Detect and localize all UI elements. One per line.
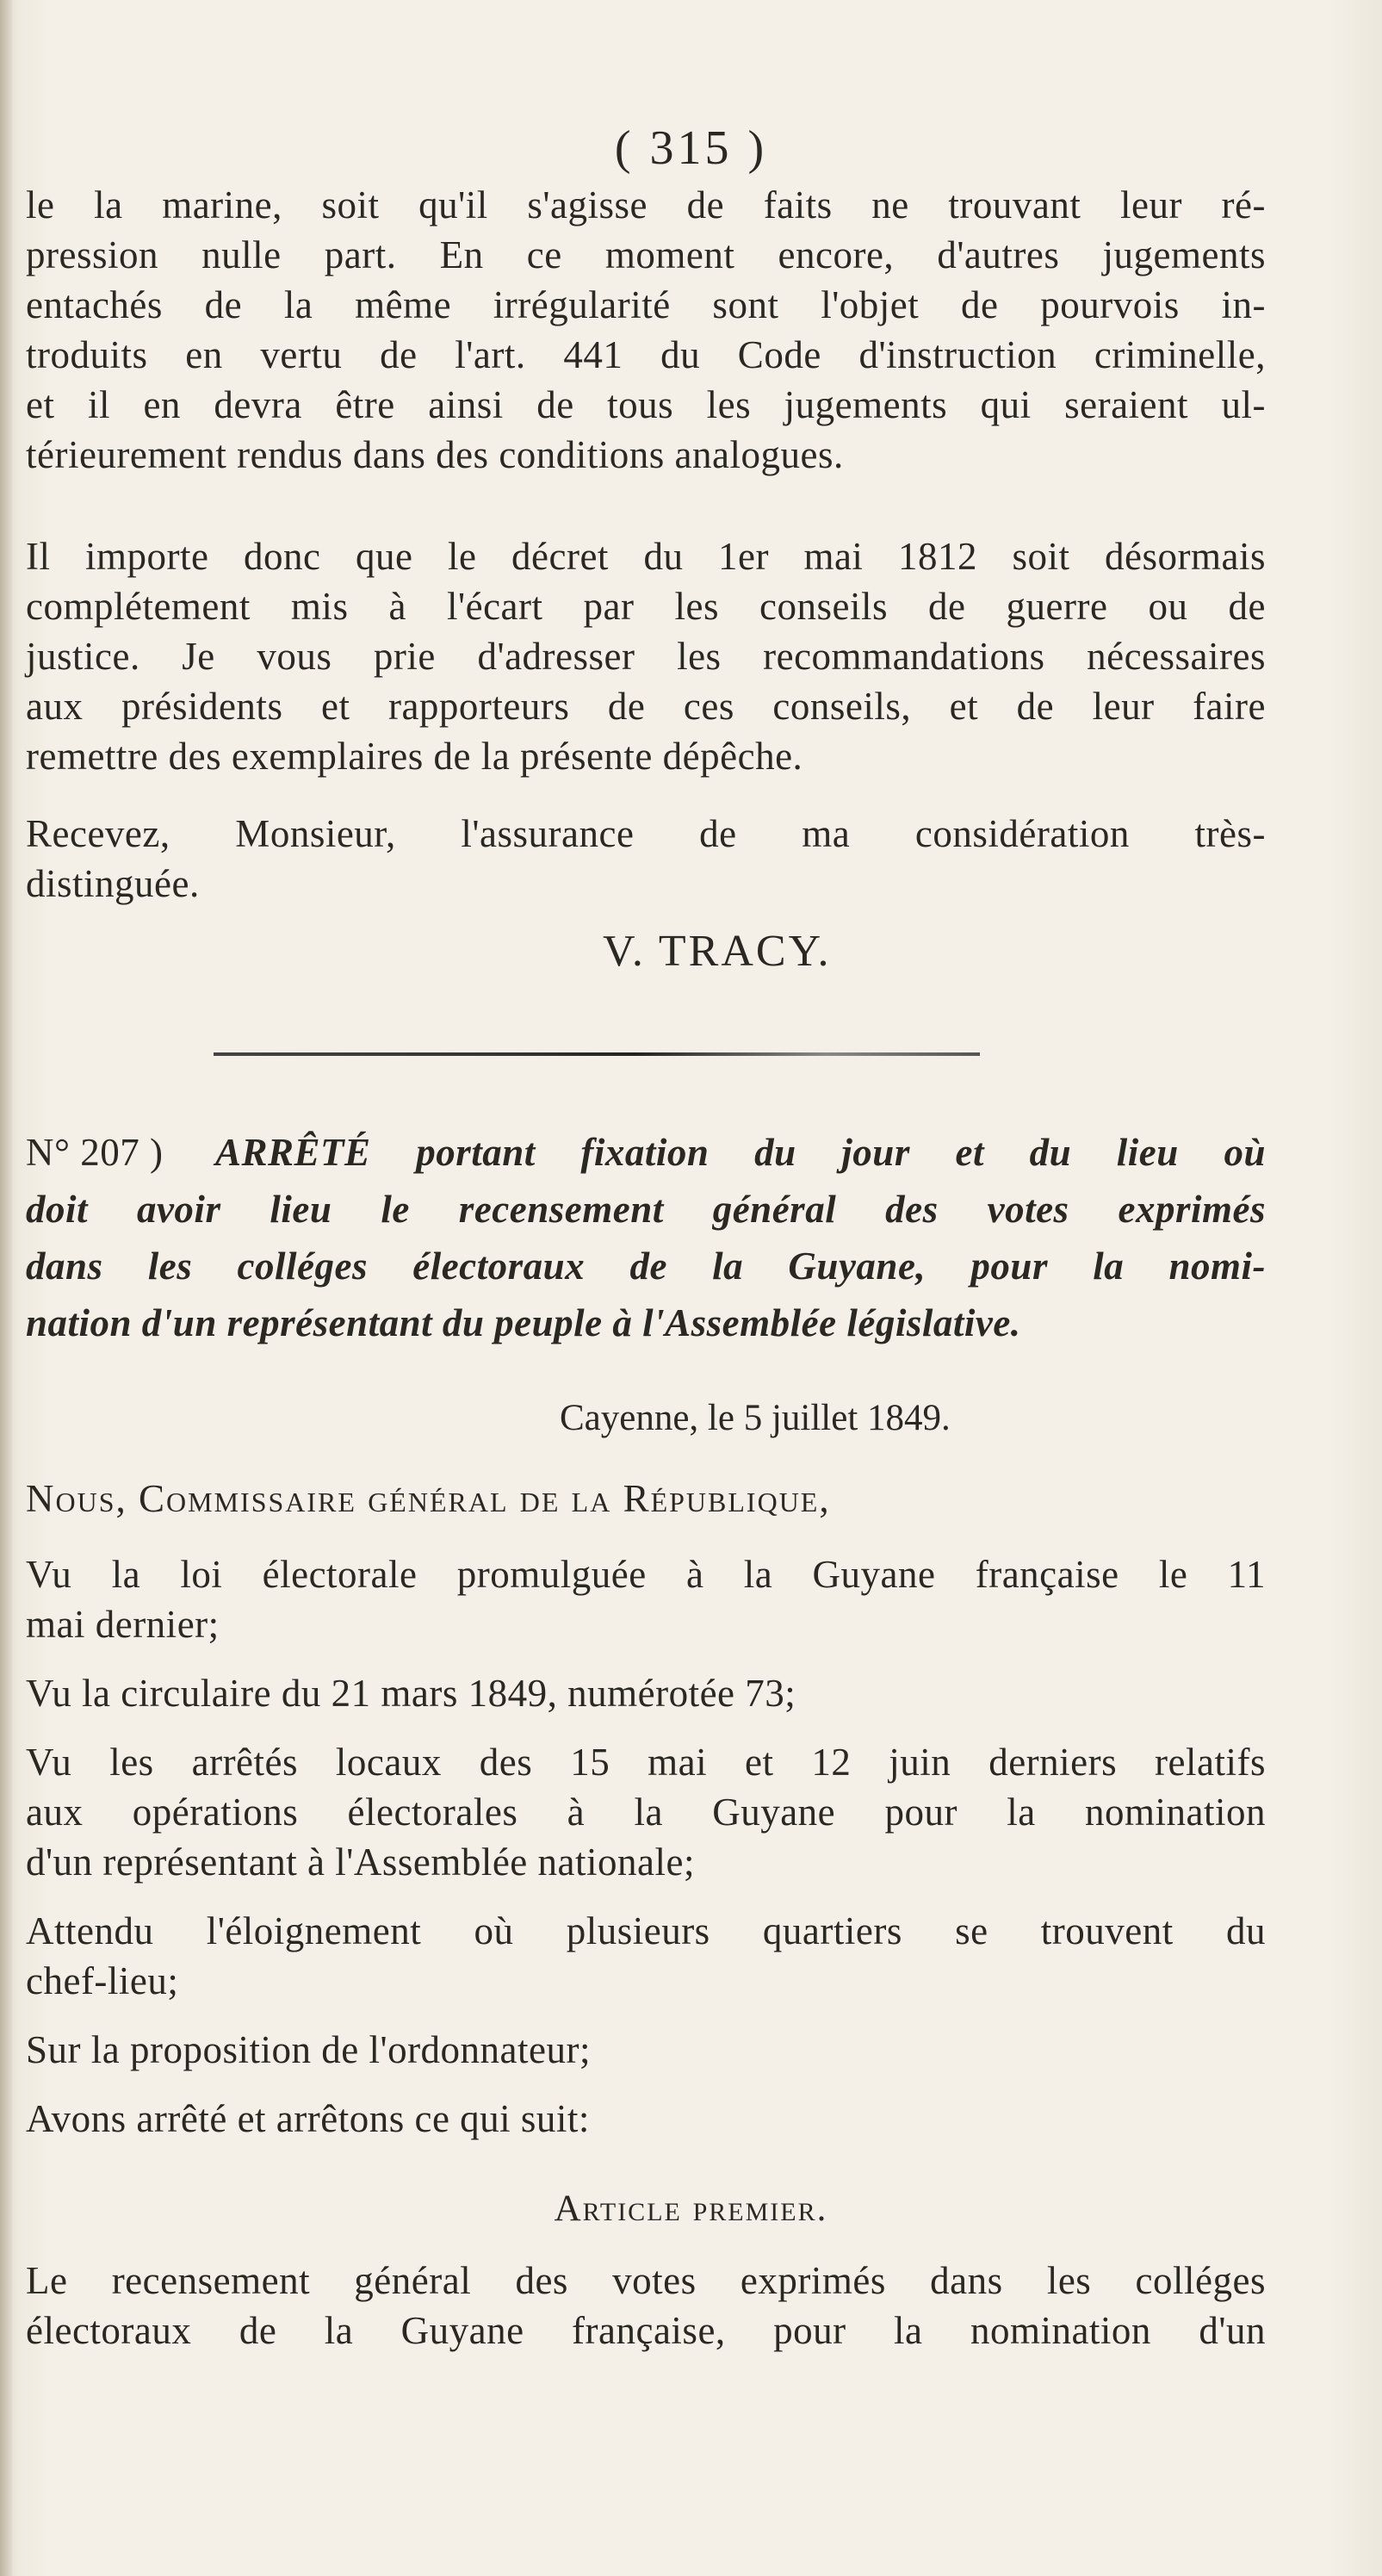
text-line: térieurement rendus dans des conditions analogues. bbox=[26, 433, 844, 476]
decree-line: mai dernier; bbox=[26, 1603, 220, 1646]
text-line: distinguée. bbox=[26, 862, 200, 905]
decree-title-line: nation d'un représentant du peuple à l'Assemblée législative. bbox=[26, 1301, 1021, 1344]
article-heading-text: Article premier. bbox=[554, 2188, 828, 2229]
text-line: entachés de la même irrégularité sont l'objet de pourvois in- bbox=[26, 283, 1266, 326]
decree-number: N° 207 ) bbox=[26, 1131, 164, 1174]
article-heading bbox=[0, 2188, 1382, 2230]
text-line: aux présidents et rapporteurs de ces conseils, et de leur faire bbox=[26, 685, 1266, 728]
decree-line: aux opérations électorales à la Guyane pour la nomination bbox=[26, 1791, 1266, 1834]
decree-line: Vu la loi électorale promulguée à la Guyane française le 11 bbox=[26, 1553, 1266, 1596]
decree-title-line: doit avoir lieu le recensement général des votes exprimés bbox=[26, 1188, 1266, 1231]
text-line: Il importe donc que le décret du 1er mai 1812 soit désormais bbox=[26, 535, 1266, 578]
text-line: Recevez, Monsieur, l'assurance de ma considération très- bbox=[26, 812, 1266, 855]
decree-line: Attendu l'éloignement où plusieurs quartiers se trouvent du bbox=[26, 1909, 1266, 1952]
decree-line: Nous, Commissaire général de la République, bbox=[26, 1477, 831, 1520]
text-line: le la marine, soit qu'il s'agisse de faits ne trouvant leur ré- bbox=[26, 183, 1266, 227]
signature: V. TRACY. bbox=[603, 927, 832, 976]
text-line: troduits en vertu de l'art. 441 du Code d'instruction criminelle, bbox=[26, 333, 1266, 376]
page-number: ( 315 ) bbox=[614, 121, 768, 175]
decree-line: Vu les arrêtés locaux des 15 mai et 12 juin derniers relatifs bbox=[26, 1741, 1266, 1784]
place-date: Cayenne, le 5 juillet 1849. bbox=[560, 1398, 951, 1438]
section-divider bbox=[214, 1052, 980, 1056]
decree-line: d'un représentant à l'Assemblée nationale; bbox=[26, 1840, 695, 1884]
decree-line: chef-lieu; bbox=[26, 1959, 179, 2002]
decree-title-line: ARRÊTÉ portant fixation du jour et du lieu où bbox=[215, 1131, 1266, 1174]
decree-line: Vu la circulaire du 21 mars 1849, numérotée 73; bbox=[26, 1672, 796, 1715]
text-line: remettre des exemplaires de la présente dépêche. bbox=[26, 735, 803, 778]
text-line: complétement mis à l'écart par les conseils de guerre ou de bbox=[26, 585, 1266, 628]
text-line: justice. Je vous prie d'adresser les recommandations nécessaires bbox=[26, 635, 1266, 678]
text-line: et il en devra être ainsi de tous les jugements qui seraient ul- bbox=[26, 383, 1266, 426]
decree-title-line: dans les colléges électoraux de la Guyane, pour la nomi- bbox=[26, 1245, 1266, 1288]
decree-line: Avons arrêté et arrêtons ce qui suit: bbox=[26, 2097, 590, 2140]
text-line: pression nulle part. En ce moment encore, d'autres jugements bbox=[26, 233, 1266, 276]
article-line: électoraux de la Guyane française, pour la nomination d'un bbox=[26, 2309, 1266, 2352]
article-line: Le recensement général des votes exprimés dans les colléges bbox=[26, 2259, 1266, 2302]
decree-line: Sur la proposition de l'ordonnateur; bbox=[26, 2028, 591, 2071]
